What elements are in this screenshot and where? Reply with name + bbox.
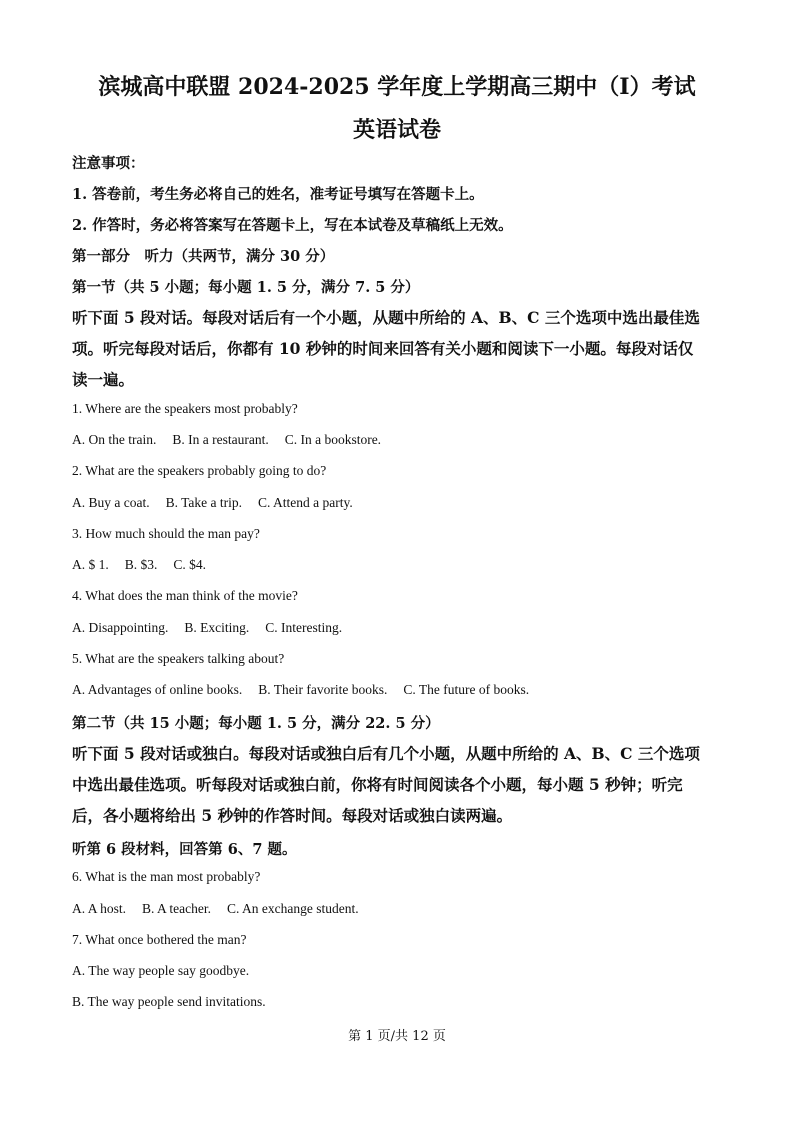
option: C. $4. <box>173 557 207 572</box>
question-stem: 5. What are the speakers talking about? <box>72 651 285 666</box>
option: C. The future of books. <box>403 682 530 697</box>
option: C. In a bookstore. <box>284 432 382 447</box>
option: A. A host. <box>72 901 127 916</box>
question-stem: 1. Where are the speakers most probably? <box>72 401 298 416</box>
instruction-line: 听下面 5 段对话。每段对话后有一个小题，从题中所给的 A、B、C 三个选项中选出最佳选 <box>72 308 700 327</box>
option: B. $3. <box>124 557 158 572</box>
option: B. In a restaurant. <box>172 432 269 447</box>
question-options <box>72 901 375 917</box>
section1-heading: 第一节（共 5 小题；每小题 1. 5 分，满分 7. 5 分） <box>72 279 420 296</box>
question-stem: 6. What is the man most probably? <box>72 869 261 884</box>
option: B. The way people send invitations. <box>72 994 266 1009</box>
section2-heading: 第二节（共 15 小题；每小题 1. 5 分，满分 22. 5 分） <box>72 715 440 732</box>
page-footer: 第 1 页/共 12 页 <box>348 1029 446 1044</box>
question-stem: 7. What once bothered the man? <box>72 932 247 947</box>
material-note: 听第 6 段材料，回答第 6、7 题。 <box>72 841 297 858</box>
notice-heading: 注意事项： <box>72 155 145 172</box>
notice-item-2: 2. 作答时，务必将答案写在答题卡上，写在本试卷及草稿纸上无效。 <box>72 217 513 234</box>
option: A. The way people say goodbye. <box>72 963 250 978</box>
option: C. An exchange student. <box>227 901 359 916</box>
notice-item-1: 1. 答卷前，考生务必将自己的姓名，准考证号填写在答题卡上。 <box>72 186 484 203</box>
option: A. Advantages of online books. <box>72 682 243 697</box>
option: B. Take a trip. <box>165 495 243 510</box>
question-options <box>72 495 369 511</box>
question-options <box>72 557 222 573</box>
instruction-line: 中选出最佳选项。听每段对话或独白前，你将有时间阅读各个小题，每小题 5 秒钟；听完 <box>72 775 683 794</box>
option: C. Interesting. <box>265 620 343 635</box>
section1-instructions <box>72 302 722 395</box>
part1-heading: 第一部分 听力（共两节，满分 30 分） <box>72 248 335 265</box>
question-options <box>72 682 545 698</box>
exam-title: 滨城高中联盟 2024-2025 学年度上学期高三期中（I）考试 <box>98 74 696 100</box>
option: B. Exciting. <box>184 620 250 635</box>
instruction-line: 项。听完每段对话后，你都有 10 秒钟的时间来回答有关小题和阅读下一小题。每段对话仅 <box>72 339 694 358</box>
instruction-line: 后，各小题将给出 5 秒钟的作答时间。每段对话或独白读两遍。 <box>72 806 513 825</box>
section2-instructions <box>72 738 722 831</box>
question-options <box>72 432 397 448</box>
question-stem: 4. What does the man think of the movie? <box>72 588 298 603</box>
instruction-line: 读一遍。 <box>72 370 135 389</box>
option: A. Disappointing. <box>72 620 169 635</box>
option: A. Buy a coat. <box>72 495 150 510</box>
option: C. Attend a party. <box>258 495 353 510</box>
exam-subtitle: 英语试卷 <box>352 117 441 143</box>
option: A. $ 1. <box>72 557 109 572</box>
instruction-line: 听下面 5 段对话或独白。每段对话或独白后有几个小题，从题中所给的 A、B、C 三个选项 <box>72 744 700 763</box>
question-options <box>72 620 358 636</box>
option: A. On the train. <box>72 432 157 447</box>
question-stem: 2. What are the speakers probably going to do? <box>72 463 327 478</box>
option: B. A teacher. <box>142 901 211 916</box>
option: B. Their favorite books. <box>258 682 388 697</box>
question-stem: 3. How much should the man pay? <box>72 526 260 541</box>
